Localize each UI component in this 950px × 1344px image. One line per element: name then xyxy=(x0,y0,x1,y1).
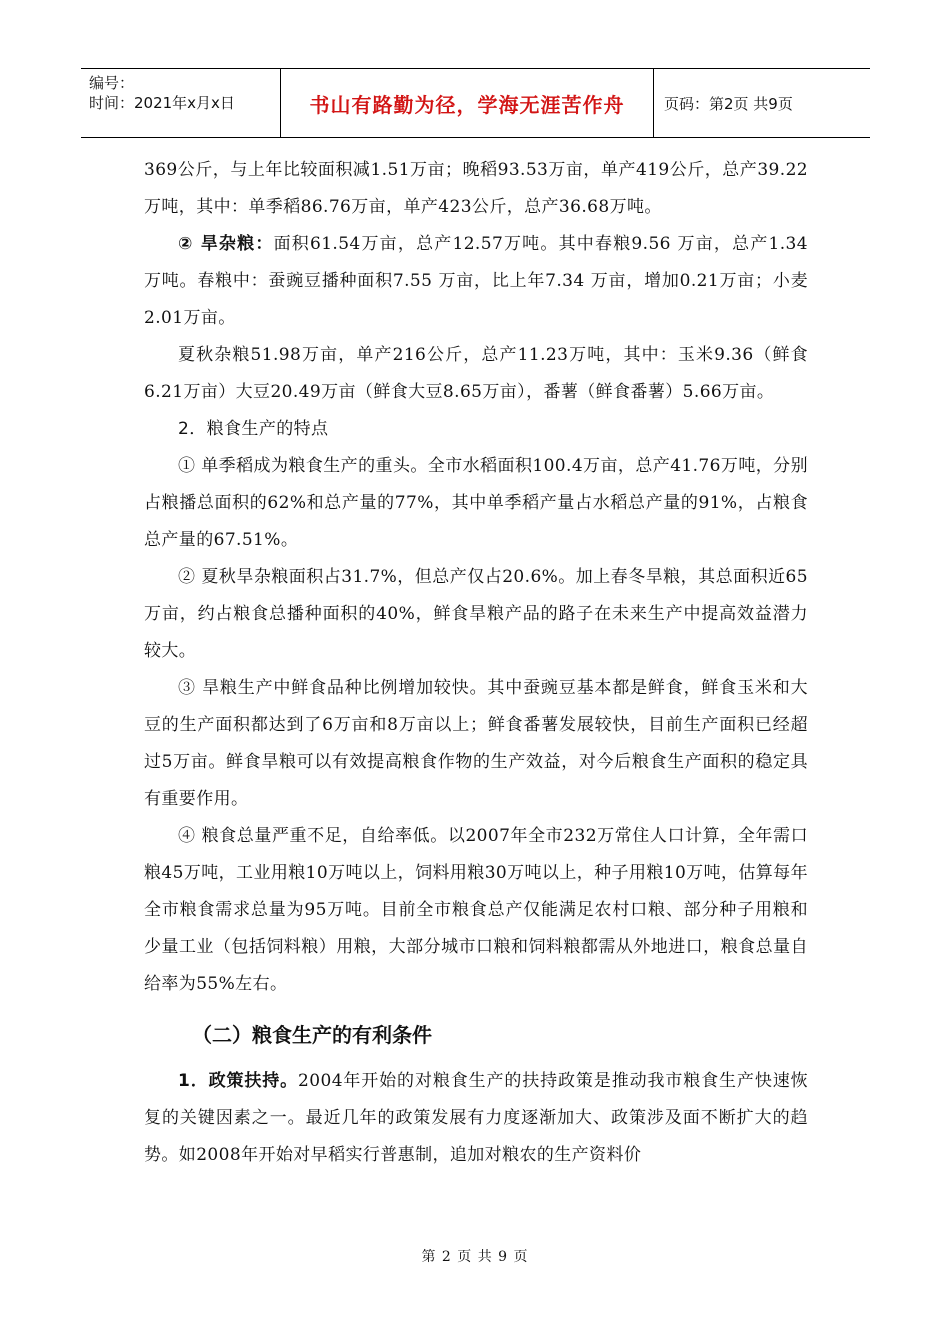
header-page-info: 页码：第2页 共9页 xyxy=(664,94,793,113)
number-label: 编号： xyxy=(89,74,135,92)
paragraph-characteristic-3: ③ 旱粮生产中鲜食品种比例增加较快。其中蚕豌豆基本都是鲜食，鲜食玉米和大豆的生产面积都达到了6万亩和8万亩以上；鲜食番薯发展较快，目前生产面积已经超过5万亩。鲜食旱粮可以有效提高粮食作物的生产效益，对今后粮食生产面积的稳定具有重要作用。 xyxy=(144,678,808,809)
paragraph-summer-autumn: 夏秋杂粮51.98万亩，单产216公斤，总产11.23万吨，其中：玉米9.36（鲜食6.21万亩）大豆20.49万亩（鲜食大豆8.65万亩），番薯（鲜食番薯）5.66万亩。 xyxy=(144,345,808,402)
page-footer: 第 2 页 共 9 页 xyxy=(421,1249,529,1265)
page-header xyxy=(81,68,870,138)
header-meta xyxy=(81,69,281,137)
paragraph-late-rice: 369公斤，与上年比较面积减1.51万亩；晚稻93.53万亩，单产419公斤，总产39.22万吨，其中：单季稻86.76万亩，单产423公斤，总产36.68万吨。 xyxy=(144,160,808,217)
time-label: 时间：2021年x月x日 xyxy=(89,94,235,112)
paragraph-dry-grain xyxy=(144,226,808,337)
header-motto: 书山有路勤为径，学海无涯苦作舟 xyxy=(281,69,654,137)
section-heading: （二）粮食生产的有利条件 xyxy=(192,1023,432,1047)
document-body xyxy=(144,152,808,1174)
paragraph-lead: ② 旱杂粮： xyxy=(178,234,274,254)
paragraph-characteristic-1: ① 单季稻成为粮食生产的重头。全市水稻面积100.4万亩，总产41.76万吨，分别占粮播总面积的62%和总产量的77%，其中单季稻产量占水稻总产量的91%，占粮食总产量的67.51%。 xyxy=(144,456,808,550)
paragraph-policy xyxy=(144,1063,808,1174)
paragraph-text: 2004年开始的对粮食生产的扶持政策是推动我市粮食生产快速恢复的关键因素之一。最近几年的政策发展有力度逐渐加大、政策涉及面不断扩大的趋势。如2008年开始对早稻实行普惠制，追加对粮农的生产资料价 xyxy=(144,1071,808,1165)
paragraph-characteristic-2: ② 夏秋旱杂粮面积占31.7%，但总产仅占20.6%。加上春冬旱粮，其总面积近65万亩，约占粮食总播种面积的40%，鲜食旱粮产品的路子在未来生产中提高效益潜力较大。 xyxy=(144,567,808,661)
paragraph-text: 面积61.54万亩，总产12.57万吨。其中春粮9.56 万亩，总产1.34 万吨。春粮中：蚕豌豆播种面积7.55 万亩，比上年7.34 万亩，增加0.21万亩；小麦2.01万亩。 xyxy=(144,234,808,328)
sub-heading-characteristics: 2．粮食生产的特点 xyxy=(178,419,329,439)
paragraph-lead: 1．政策扶持。 xyxy=(178,1071,299,1091)
paragraph-characteristic-4: ④ 粮食总量严重不足，自给率低。以2007年全市232万常住人口计算，全年需口粮45万吨，工业用粮10万吨以上，饲料用粮30万吨以上，种子用粮10万吨，估算每年全市粮食需求总量为95万吨。目前全市粮食总产仅能满足农村口粮、部分种子用粮和少量工业（包括饲料粮）用粮，大部分城市口粮和饲料粮都需从外地进口，粮食总量自给率为55%左右。 xyxy=(144,826,808,994)
